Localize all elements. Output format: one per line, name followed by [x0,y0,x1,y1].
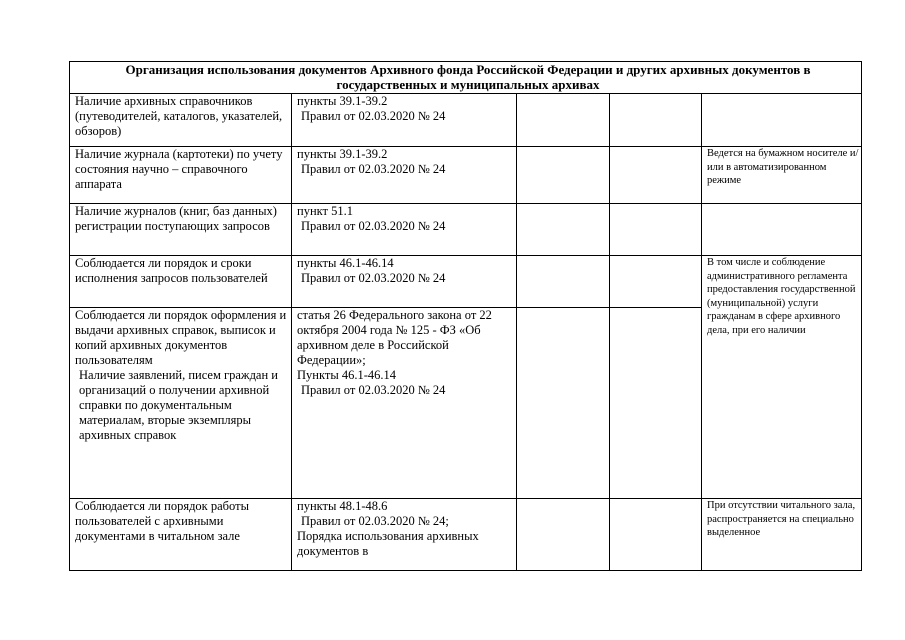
empty-cell [517,499,610,571]
requirement-cell [292,204,517,256]
requirement-line: Правил от 02.03.2020 № 24 [301,162,446,176]
table-row [70,499,862,571]
requirement-line: Правил от 02.03.2020 № 24 [301,271,446,285]
note-cell [702,499,862,571]
requirement-line: Порядка использования архивных документов в [297,529,479,558]
requirement-line: статья 26 Федерального закона от 22 октября 2004 года № 125 - ФЗ «Об архивном деле в Российской Федерации»; [297,308,492,367]
requirement-line: Правил от 02.03.2020 № 24 [301,383,446,397]
empty-cell [517,308,610,499]
empty-cell [517,256,610,308]
question-cell: Наличие журнала (картотеки) по учету состояния научно – справочного аппарата [70,147,292,204]
requirement-cell [292,499,517,571]
requirement-line: пункт 51.1 [297,204,353,218]
requirement-line: Правил от 02.03.2020 № 24 [301,109,446,123]
note-text: При отсутствии читального зала, распространяется на специально выделенное [707,500,856,538]
note-cell: Ведется на бумажном носителе и/или в автоматизированном режиме [702,147,862,204]
requirement-line: Правил от 02.03.2020 № 24; [301,514,449,528]
empty-cell [517,147,610,204]
empty-cell [610,94,702,147]
requirement-cell [292,94,517,147]
question-cell [70,499,292,571]
question-text: Соблюдается ли порядок оформления и выдачи архивных справок, выписок и копий архивных документов пользователям [75,308,287,367]
table-row [70,204,862,256]
requirement-cell [292,308,517,499]
table-row [70,94,862,147]
note-cell [702,94,862,147]
question-text: Наличие заявлений, писем граждан и организаций о получении архивной справки по документальным материалам, вторые экземпляры архивных справок [79,368,278,442]
question-cell: Соблюдается ли порядок и сроки исполнения запросов пользователей [70,256,292,308]
note-cell [702,204,862,256]
empty-cell [517,94,610,147]
empty-cell [610,499,702,571]
empty-cell [610,308,702,499]
section-heading: Организация использования документов Архивного фонда Российской Федерации и других архивных документов в государственных и муниципальных архивах [70,62,862,94]
table-row [70,256,862,308]
question-text: Соблюдается ли порядок работы пользователей с архивными документами в читальном зале [75,499,249,543]
requirement-line: пункты 46.1-46.14 [297,256,394,270]
question-cell: Наличие журналов (книг, баз данных) регистрации поступающих запросов [70,204,292,256]
audit-table [69,61,862,571]
requirement-line: пункты 39.1-39.2 [297,94,388,108]
requirement-line: пункты 48.1-48.6 [297,499,388,513]
question-cell: Наличие архивных справочников (путеводителей, каталогов, указателей, обзоров) [70,94,292,147]
requirement-block [297,499,516,567]
requirement-line: Правил от 02.03.2020 № 24 [301,219,446,233]
requirement-line: пункты 39.1-39.2 [297,147,388,161]
note-cell: В том числе и соблюдение административного регламента предоставления государственной (муниципальной) услуги гражданам в сфере архивного дела, при его наличии [702,256,862,499]
requirement-cell [292,256,517,308]
table-header-row [70,62,862,94]
empty-cell [610,204,702,256]
question-cell [70,308,292,499]
empty-cell [610,256,702,308]
requirement-cell [292,147,517,204]
empty-cell [517,204,610,256]
table-row [70,147,862,204]
requirement-line: Пункты 46.1-46.14 [297,368,397,382]
empty-cell [610,147,702,204]
